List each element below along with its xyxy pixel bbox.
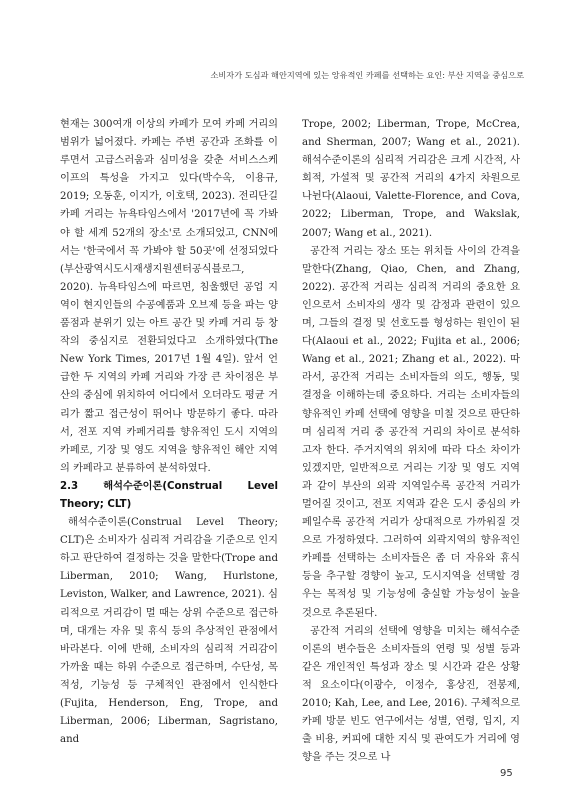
running-header: 소비자가 도심과 해안지역에 있는 앙유적인 카페를 선택하는 요인: 부산 지역을 중심으로 [210, 70, 524, 80]
right-paragraph-2: 공간적 거리는 장소 또는 위치들 사이의 간격을 말한다(Zhang, Qiao, Chen, and Zhang, 2022). 공간적 거리는 심리적 거리의 중요한 요인으로서 소비자의 생각 및 감정과 관련이 있으며, 그들의 결정 및 선호도를 형성하는 원인이 된다(Alaoui et al., 2022; Fujita et al., 2006; Wang et al., 2021; Zhang et al., 2022). 따라서, 공간적 거리는 소비자들의 의도, 행동, 및 결정을 이해하는데 중요하다. 거리는 소비자들의 향유적인 카페 선택에 영향을 미칠 것으로 판단하며 심리적 거리 중 공간적 거리의 차이로 분석하고자 한다. 주거지역의 위치에 따라 다소 차이가 있겠지만, 일반적으로 거리는 기장 및 영도 지역과 같이 부산의 외곽 지역일수록 공간적 거리가 멀어질 것이고, 전포 지역과 같은 도시 중심의 카페일수록 공간적 거리가 상대적으로 가까워질 것으로 가정하였다. 그러하여 외곽지역의 향유적인 카페를 선택하는 소비자들은 좀 더 자유와 휴식 등을 추구할 경향이 높고, 도시지역을 선택할 경우는 목적성 및 기능성에 충실할 가능성이 높을 것으로 추론된다. [302, 245, 520, 619]
page-number: 95 [500, 768, 513, 779]
left-column [60, 116, 278, 749]
right-paragraph-3: 공간적 거리의 선택에 영향을 미치는 해석수준이론의 변수들은 소비자들의 연령 및 성별 등과 같은 개인적인 특성과 장소 및 시간과 같은 상황적 요소이다(이광수, 이정수, 홍상진, 전봉제, 2010; Kah, Lee, and Lee, 2016). 구체적으로 카페 방문 빈도 연구에서는 성별, 연령, 입지, 지출 비용, 커피에 대한 지식 및 관여도가 거리에 영향을 주는 것으로 나 [302, 625, 520, 764]
right-paragraph-1: Trope, 2002; Liberman, Trope, McCrea, and Sherman, 2007; Wang et al., 2021). 해석수준이론의 심리적 거리감은 크게 시간적, 사회적, 가설적 및 공간적 거리의 4가지 차원으로 나뉜다(Alaoui, Valette-Florence, and Cova, 2022; Liberman, Trope, and Wakslak, 2007; Wang et al., 2021). [302, 119, 520, 239]
left-paragraph-2: 해석수준이론(Construal Level Theory; CLT)은 소비자가 심리적 거리감을 기준으로 인지하고 판단하여 결정하는 것을 말한다(Trope and Liberman, 2010; Wang, Hurlstone, Leviston, Walker, and Lawrence, 2021). 심리적으로 거리감이 멀 때는 상위 수준으로 접근하며, 대개는 자유 및 휴식 등의 추상적인 관점에서 바라본다. 이에 반해, 소비자의 심리적 거리감이 가까울 때는 하위 수준으로 접근하며, 수단성, 목적성, 기능성 등 구체적인 관점에서 인식한다(Fujita, Henderson, Eng, Trope, and Liberman, 2006; Liberman, Sagristano, and [60, 517, 278, 746]
left-paragraph-1: 현재는 300여개 이상의 카페가 모여 카페 거리의 범위가 넓어졌다. 카페는 주변 공간과 조화를 이루면서 고급스러움과 심미성을 갖춘 서비스스케이프의 특성을 가지고 있다(박수옥, 이용규, 2019; 오동훈, 이지가, 이호택, 2023). 전리단길 카페 거리는 뉴욕타임스에서 '2017년에 꼭 가봐야 할 세계 52개의 장소'로 소개되었고, CNN에서는 '한국에서 꼭 가봐야 할 50곳'에 선정되었다(부산광역시도시재생지원센터공식블로그, 2020). 뉴욕타임스에 따르면, 침울했던 공업 지역이 현지인들의 수공예품과 오브제 등을 파는 양품점과 분위기 있는 아트 공간 및 카페 거리 등 창작의 중심지로 전환되었다고 소개하였다(The New York Times, 2017년 1월 4일). 앞서 언급한 두 지역의 카페 거리와 가장 큰 차이점은 부산의 중심에 위치하여 어디에서 오더라도 평균 거리가 짧고 접근성이 뛰어나 방문하기 좋다. 따라서, 전포 지역 카페거리를 향유적인 도시 지역의 카페로, 기장 및 영도 지역을 향유적인 해안 지역의 카페라고 분류하여 분석하였다. [60, 119, 278, 474]
right-column [302, 116, 520, 767]
section-heading: 2.3 해석수준이론(Construal Level Theory; CLT) [60, 480, 278, 510]
